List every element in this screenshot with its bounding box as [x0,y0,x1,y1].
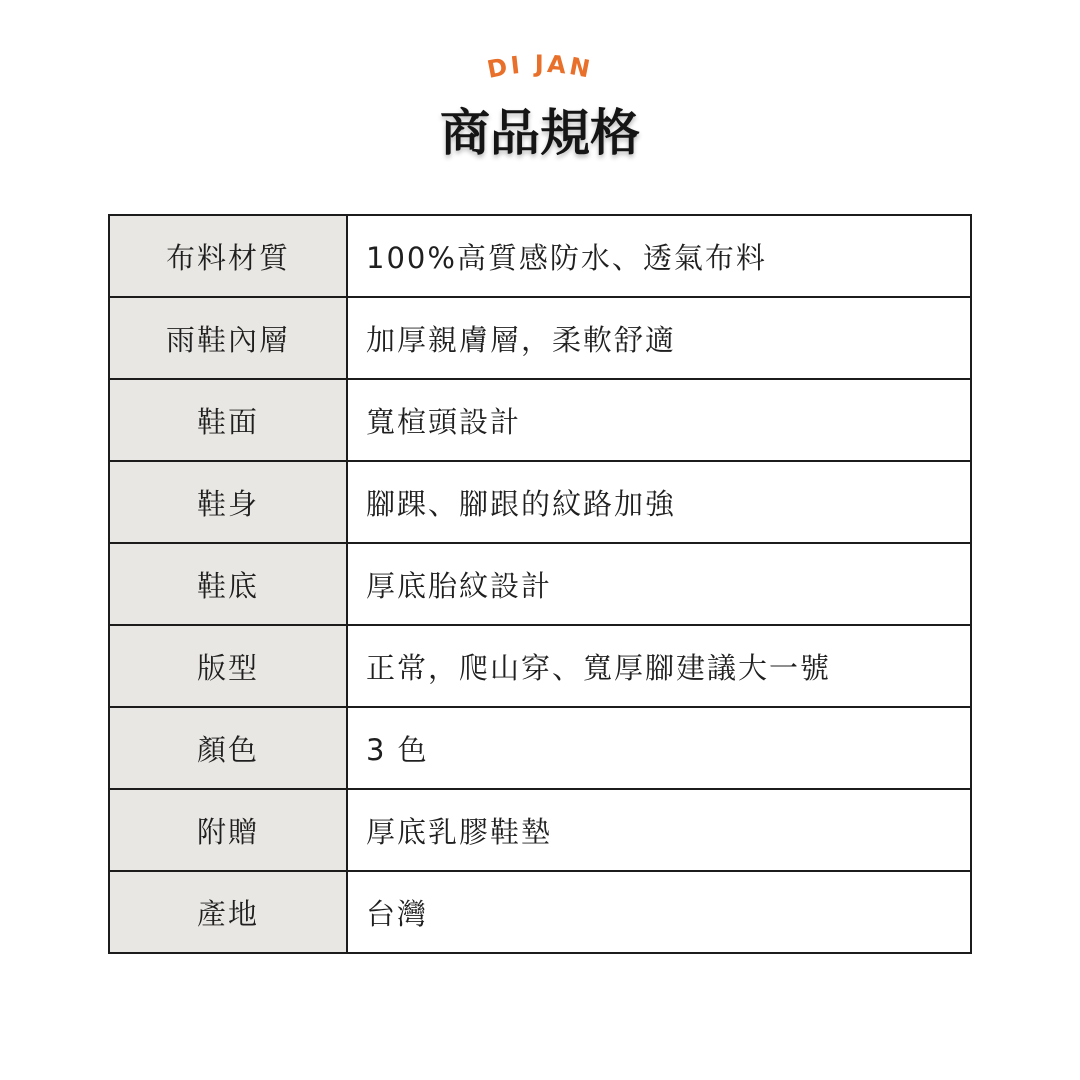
spec-row-fabric [109,215,971,297]
spec-label: 鞋面 [109,379,347,461]
spec-value: 腳踝、腳跟的紋路加強 [347,461,971,543]
spec-value: 厚底乳膠鞋墊 [347,789,971,871]
spec-label: 布料材質 [109,215,347,297]
spec-row-sole [109,543,971,625]
spec-label: 雨鞋內層 [109,297,347,379]
spec-row-gift [109,789,971,871]
spec-label: 鞋底 [109,543,347,625]
spec-row-upper [109,379,971,461]
spec-label: 產地 [109,871,347,953]
spec-label: 附贈 [109,789,347,871]
spec-row-fit [109,625,971,707]
spec-value: 厚底胎紋設計 [347,543,971,625]
spec-value: 台灣 [347,871,971,953]
spec-value: 正常，爬山穿、寬厚腳建議大一號 [347,625,971,707]
spec-row-lining [109,297,971,379]
spec-label: 版型 [109,625,347,707]
svg-text:DI JAN [485,50,595,84]
spec-value: 加厚親膚層，柔軟舒適 [347,297,971,379]
spec-label: 鞋身 [109,461,347,543]
spec-row-colors [109,707,971,789]
page-title: 商品規格 [440,104,640,162]
spec-table [108,214,972,954]
spec-value: 寬楦頭設計 [347,379,971,461]
brand-logo-text: DI JAN [484,49,596,84]
spec-value: 100%高質感防水、透氣布料 [347,215,971,297]
spec-value: 3 色 [347,707,971,789]
spec-label: 顏色 [109,707,347,789]
brand-logo [0,46,1080,86]
spec-row-origin [109,871,971,953]
brand-logo-arc [460,46,620,86]
spec-row-shaft [109,461,971,543]
